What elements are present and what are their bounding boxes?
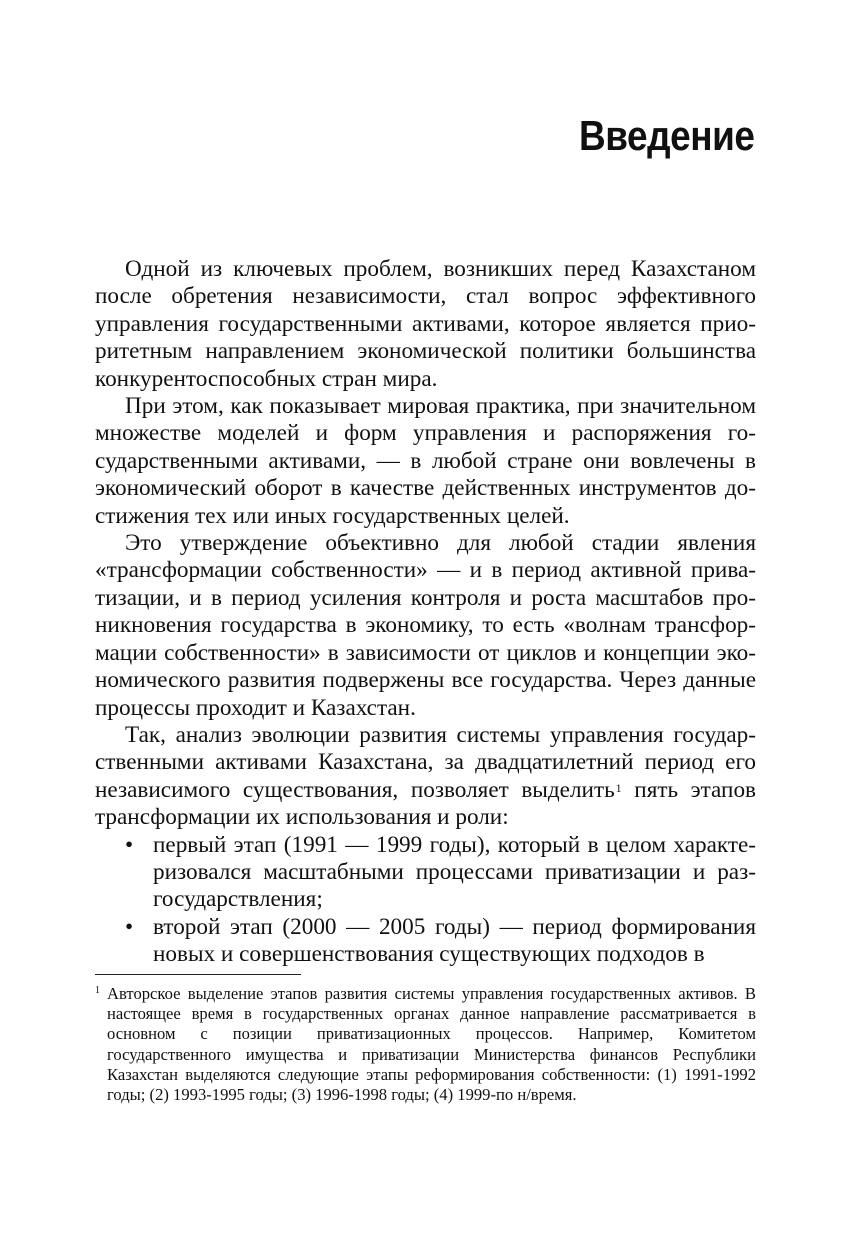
footnote-reference: 1 bbox=[615, 780, 622, 795]
list-item bbox=[95, 914, 756, 969]
bullet-icon: • bbox=[125, 831, 134, 858]
list-item bbox=[95, 832, 756, 914]
paragraph-text: Так, анализ эволюции развития системы управления государственными активами Казахстана, за двадцатилетний период его независимого существования, позволяет выделить bbox=[95, 721, 756, 803]
stage-list bbox=[95, 832, 756, 969]
list-item-text: первый этап (1991 — 1999 годы), который в целом характеризовался масштабными процессами приватизации и разгосударствления; bbox=[153, 831, 756, 913]
list-item-text: второй этап (2000 — 2005 годы) — период формирования новых и совершенствования существующих подходов в bbox=[153, 913, 756, 968]
paragraph-text: пять этапов трансформации их использования и роли: bbox=[95, 776, 756, 831]
chapter-title: Введение bbox=[579, 112, 755, 159]
footnote bbox=[95, 984, 756, 1105]
footnote-text: Авторское выделение этапов развития системы управления государственных активов. В настоящее время в государственных органах данное направление рассматривается в основном с позиции приватизационных процессов. Например, Комитетом государственного имущества и приватизации Министерства финансов Республики Казахстан выделяются следующие этапы реформирования собственности: (1) 1991-1992 годы; (2) 1993-1995 годы; (3) 1996-1998 годы; (4) 1999-по н/время. bbox=[107, 984, 756, 1105]
footnote-mark: 1 bbox=[95, 985, 100, 996]
bullet-icon: • bbox=[125, 913, 134, 940]
footnote-divider bbox=[95, 974, 301, 975]
paragraph: Одной из ключевых проблем, возникших перед Казахстаном после обретения независимости, стал вопрос эффективного управления государственными активами, которое является приоритетным направлением экономической политики большинства конкурентоспособных стран мира. bbox=[95, 256, 756, 392]
paragraph: Это утверждение объективно для любой стадии явления «трансформации собственности» — и в период активной приватизации, и в период усиления контроля и роста масштабов проникновения государства в экономику, то есть «волнам трансформации собственности» в зависимости от циклов и концепции экономического развития подвержены все государства. Через данные процессы проходит и Казахстан. bbox=[95, 530, 756, 721]
body-text bbox=[95, 256, 756, 969]
paragraph bbox=[95, 722, 756, 832]
paragraph: При этом, как показывает мировая практика, при значительном множестве моделей и форм управления и распоряжения государственными активами, — в любой стране они вовлечены в экономический оборот в качестве действенных инструментов достижения тех или иных государственных целей. bbox=[95, 393, 756, 529]
